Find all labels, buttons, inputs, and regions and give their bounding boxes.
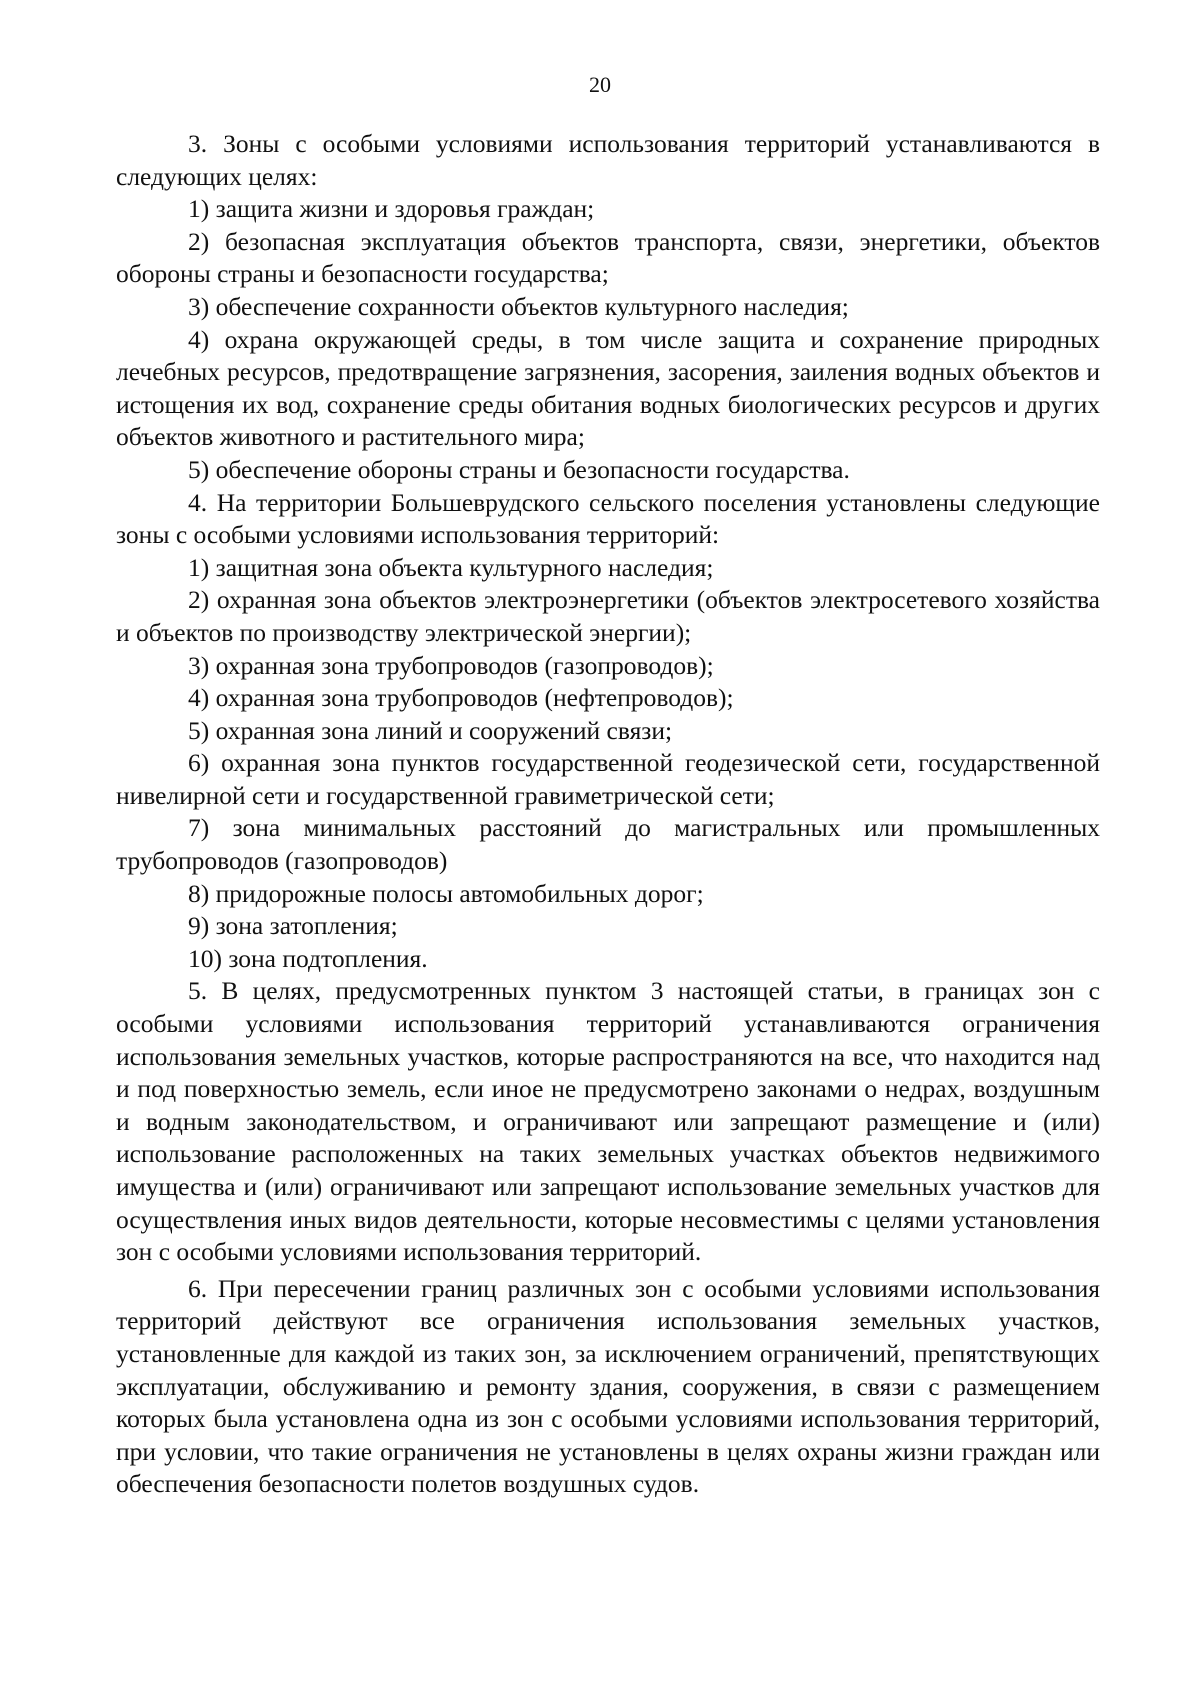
list-item: 10) зона подтопления. — [188, 943, 428, 973]
page-number: 20 — [589, 72, 611, 97]
paragraph-item-5: 5. В целях, предусмотренных пунктом 3 настоящей статьи, в границах зон с особыми условиями использования территорий устанавливаются ограничения использования земельных участков, которые распространяются на все, что находится над и под поверхностью земель, если иное не предусмотрено законами о недрах, воздушным и водным законодательством, и ограничивают или запрещают размещение и (или) использование расположенных на таких земельных участках объектов недвижимого имущества и (или) ограничивают или запрещают использование земельных участков для осуществления иных видов деятельности, которые несовместимы с целями установления зон с особыми условиями использования территорий. — [116, 976, 1100, 1267]
list-item: 5) охранная зона линий и сооружений связи; — [188, 715, 673, 745]
list-item: 1) защита жизни и здоровья граждан; — [188, 194, 595, 224]
list-item: 1) защитная зона объекта культурного наследия; — [188, 552, 714, 582]
paragraph-item-3: 3. Зоны с особыми условиями использования территорий устанавливаются в следующих целях: — [116, 129, 1100, 191]
list-item: 3) обеспечение сохранности объектов культурного наследия; — [188, 291, 849, 321]
document-body — [116, 128, 1100, 1501]
paragraph-item-4: 4. На территории Большеврудского сельского поселения установлены следующие зоны с особыми условиями использования территорий: — [116, 487, 1100, 550]
list-item: 5) обеспечение обороны страны и безопасности государства. — [188, 454, 850, 484]
list-item: 9) зона затопления; — [188, 911, 398, 941]
paragraph-item-6: 6. При пересечении границ различных зон с особыми условиями использования территорий действуют все ограничения использования земельных участков, установленные для каждой из таких зон, за исключением ограничений, препятствующих эксплуатации, обслуживанию и ремонту здания, сооружения, в связи с размещением которых была установлена одна из зон с особыми условиями использования территорий, при условии, что такие ограничения не установлены в целях охраны жизни граждан или обеспечения безопасности полетов воздушных судов. — [116, 1273, 1100, 1499]
list-item: 2) охранная зона объектов электроэнергетики (объектов электросетевого хозяйства и объектов по производству электрической энергии); — [116, 585, 1100, 647]
list-item: 8) придорожные полосы автомобильных дорог; — [188, 878, 704, 908]
list-item: 6) охранная зона пунктов государственной геодезической сети, государственной нивелирной сети и государственной гравиметрической сети; — [116, 748, 1100, 810]
list-item: 3) охранная зона трубопроводов (газопроводов); — [188, 650, 714, 680]
list-item: 7) зона минимальных расстояний до магистральных или промышленных трубопроводов (газопроводов) — [116, 813, 1100, 876]
list-item: 2) безопасная эксплуатация объектов транспорта, связи, энергетики, объектов обороны страны и безопасности государства; — [116, 226, 1100, 289]
list-item: 4) охрана окружающей среды, в том числе защита и сохранение природных лечебных ресурсов, предотвращение загрязнения, засорения, заиления водных объектов и истощения их вод, сохранение среды обитания водных биологических ресурсов и других объектов животного и растительного мира; — [116, 324, 1100, 452]
list-item: 4) охранная зона трубопроводов (нефтепроводов); — [188, 683, 734, 713]
